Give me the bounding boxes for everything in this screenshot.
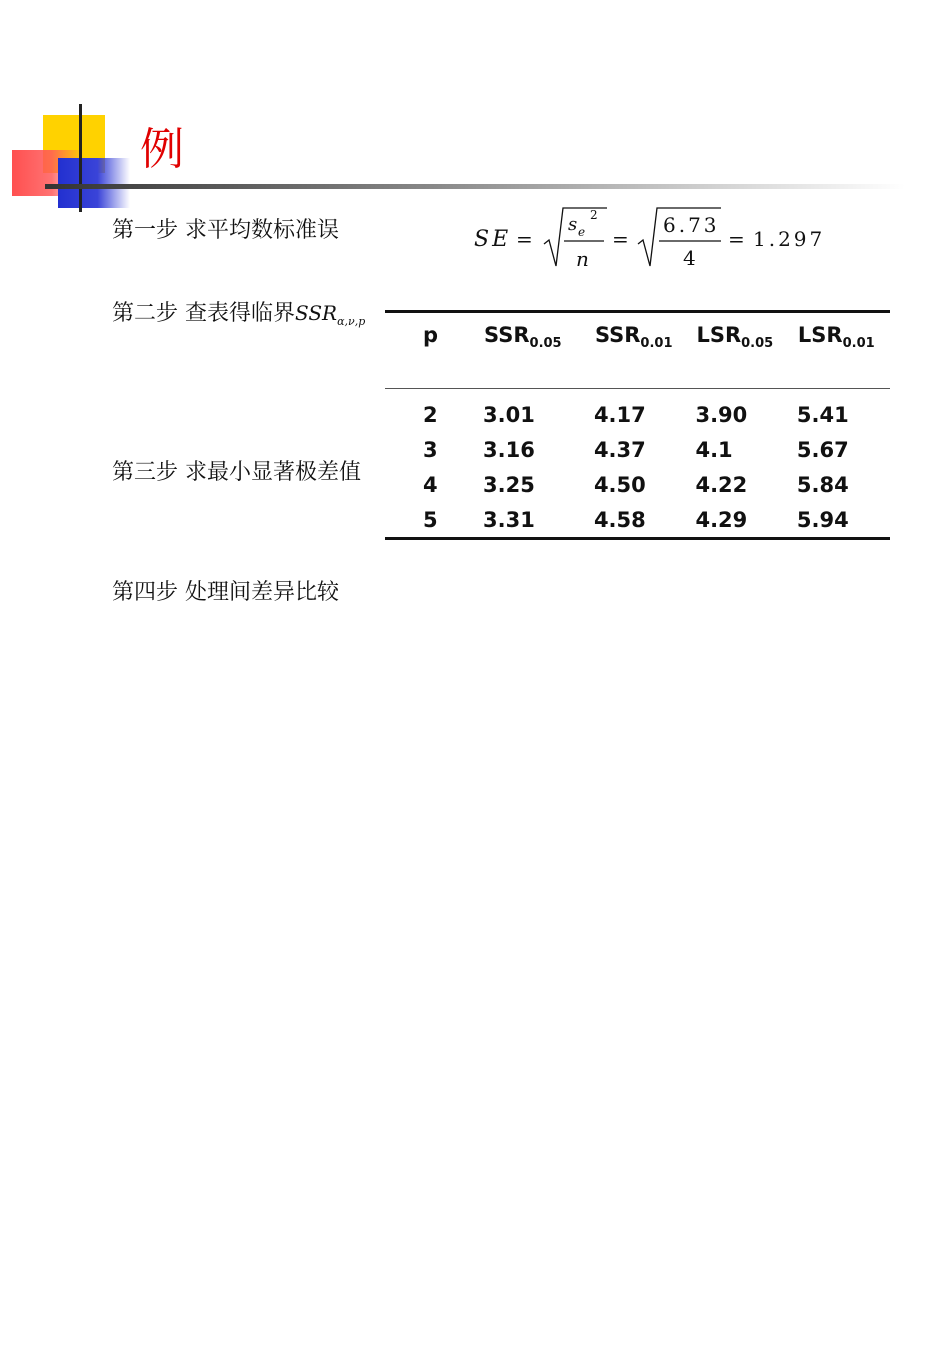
header-subscript: 0.05 bbox=[529, 336, 562, 351]
ssr-symbol-sub: α,ν,p bbox=[337, 315, 366, 328]
header-main: p bbox=[423, 323, 439, 347]
table-cell: 3.90 bbox=[695, 402, 748, 427]
header-main: LSR bbox=[797, 323, 843, 347]
table-header-cell bbox=[594, 312, 696, 389]
header-subscript: 0.05 bbox=[741, 336, 774, 351]
table-cell: 4.50 bbox=[593, 472, 646, 497]
formula-eq-2: = bbox=[612, 227, 629, 251]
formula-den: 4 bbox=[683, 246, 696, 270]
table-cell: 3.01 bbox=[483, 402, 535, 427]
header-main: LSR bbox=[696, 323, 742, 347]
table-row bbox=[385, 502, 890, 539]
decor-blue-square bbox=[58, 158, 130, 208]
table-cell: 5.67 bbox=[796, 437, 849, 462]
table-cell: 5.41 bbox=[796, 402, 849, 427]
formula-s-sup: 2 bbox=[590, 208, 598, 222]
header-subscript: 0.01 bbox=[842, 336, 875, 351]
step-2-label: 第二步 查表得临界 bbox=[112, 301, 295, 326]
table-row bbox=[385, 389, 890, 433]
header-subscript: 0.01 bbox=[640, 336, 673, 351]
table-cell: 4 bbox=[423, 472, 438, 497]
header-main: SSR bbox=[484, 323, 530, 347]
title-underline bbox=[45, 184, 905, 189]
table-cell: 3.16 bbox=[483, 437, 535, 462]
se-formula bbox=[472, 200, 832, 280]
formula-eq-1: = bbox=[516, 227, 533, 251]
table-row bbox=[385, 432, 890, 467]
table-row bbox=[385, 467, 890, 502]
step-2-text bbox=[112, 298, 365, 337]
ssr-lsr-table bbox=[385, 310, 890, 540]
table-cell: 5.94 bbox=[796, 507, 849, 532]
table-header-cell bbox=[483, 312, 594, 389]
table-cell: 3 bbox=[423, 437, 438, 462]
table-cell: 4.37 bbox=[593, 437, 646, 462]
formula-s-sub: e bbox=[578, 225, 586, 239]
table-cell: 4.17 bbox=[593, 402, 646, 427]
ssr-symbol-main: SSR bbox=[295, 301, 338, 325]
table-cell: 5 bbox=[423, 507, 438, 532]
formula-s: s bbox=[568, 214, 578, 235]
ssr-symbol bbox=[295, 301, 366, 328]
formula-eq-3: = bbox=[728, 227, 745, 251]
table-cell: 3.25 bbox=[483, 472, 535, 497]
decor-vertical-line bbox=[79, 104, 82, 212]
table-header-cell bbox=[797, 312, 890, 389]
step-1-text: 第一步 求平均数标准误 bbox=[112, 218, 339, 243]
table-header-cell bbox=[385, 312, 483, 389]
table-cell: 3.31 bbox=[483, 507, 535, 532]
table-cell: 5.84 bbox=[796, 472, 849, 497]
header-main: SSR bbox=[594, 323, 641, 347]
formula-result: 1.297 bbox=[753, 227, 826, 251]
formula-n: n bbox=[576, 247, 589, 271]
table-cell: 4.1 bbox=[695, 437, 733, 462]
table-cell: 4.22 bbox=[695, 472, 748, 497]
table-cell: 4.29 bbox=[695, 507, 748, 532]
page-title: 例 bbox=[140, 124, 184, 175]
table-cell: 4.58 bbox=[593, 507, 646, 532]
step-3-text: 第三步 求最小显著极差值 bbox=[112, 460, 361, 485]
table-cell: 2 bbox=[423, 402, 438, 427]
formula-num: 6.73 bbox=[663, 213, 720, 237]
table-header-row bbox=[385, 312, 890, 389]
formula-lhs: SE bbox=[474, 227, 512, 252]
step-4-text: 第四步 处理间差异比较 bbox=[112, 580, 339, 605]
table-header-cell bbox=[695, 312, 796, 389]
